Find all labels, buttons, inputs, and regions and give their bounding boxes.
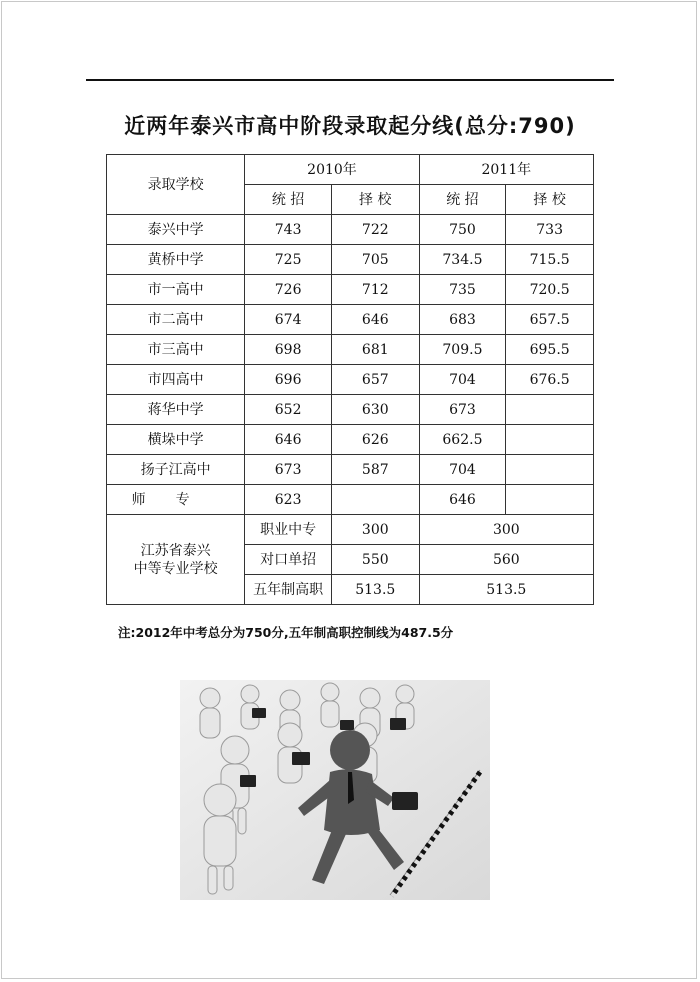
score-2010-select: 705 <box>331 245 419 275</box>
score-2011-select: 720.5 <box>506 275 594 305</box>
score-2011-select <box>506 485 594 515</box>
score-2011-select: 657.5 <box>506 305 594 335</box>
page-title: 近两年泰兴市高中阶段录取起分线(总分:790) <box>124 114 576 138</box>
score-2010-select: 712 <box>331 275 419 305</box>
table-row <box>107 365 594 395</box>
score-2010-unified: 673 <box>245 455 332 485</box>
figure <box>200 688 220 738</box>
table-row <box>107 335 594 365</box>
subheader-2010-unified: 统 招 <box>245 185 332 215</box>
briefcase-icon <box>340 720 354 730</box>
score-2011-unified: 673 <box>419 395 506 425</box>
figure <box>321 683 339 727</box>
vocational-program: 职业中专 <box>245 515 332 545</box>
vocational-school-line2: 中等专业学校 <box>133 560 218 577</box>
score-2010-select: 626 <box>331 425 419 455</box>
table-row <box>107 425 594 455</box>
score-2011-unified: 662.5 <box>419 425 506 455</box>
score-2010-unified: 646 <box>245 425 332 455</box>
vocational-row-1 <box>107 515 594 545</box>
vocational-2011: 513.5 <box>419 575 593 605</box>
year-2010-header: 2010年 <box>245 155 419 185</box>
score-2011-unified: 704 <box>419 455 506 485</box>
score-2011-unified: 683 <box>419 305 506 335</box>
school-name-cell: 市三高中 <box>107 335 245 365</box>
school-name-cell: 市四高中 <box>107 365 245 395</box>
vocational-program: 对口单招 <box>245 545 332 575</box>
vocational-2010: 513.5 <box>331 575 419 605</box>
table-row <box>107 485 594 515</box>
score-2010-unified: 674 <box>245 305 332 335</box>
table-row <box>107 395 594 425</box>
score-2010-select <box>331 485 419 515</box>
table-row <box>107 305 594 335</box>
vocational-program: 五年制高职 <box>245 575 332 605</box>
vocational-school-cell <box>107 515 245 605</box>
table-row <box>107 275 594 305</box>
year-2011-header: 2011年 <box>419 155 593 185</box>
score-2011-unified: 646 <box>419 485 506 515</box>
school-name-cell: 市二高中 <box>107 305 245 335</box>
score-table <box>106 154 594 605</box>
school-name-cell: 横垛中学 <box>107 425 245 455</box>
score-2010-select: 646 <box>331 305 419 335</box>
score-2010-unified: 726 <box>245 275 332 305</box>
score-2011-unified: 750 <box>419 215 506 245</box>
school-name-cell: 扬子江高中 <box>107 455 245 485</box>
school-name-cell: 黄桥中学 <box>107 245 245 275</box>
score-2010-unified: 743 <box>245 215 332 245</box>
score-2011-unified: 709.5 <box>419 335 506 365</box>
score-2011-unified: 704 <box>419 365 506 395</box>
score-2010-select: 681 <box>331 335 419 365</box>
top-rule <box>86 79 614 81</box>
subheader-2010-select: 择 校 <box>331 185 419 215</box>
score-2011-unified: 734.5 <box>419 245 506 275</box>
briefcase-icon <box>390 718 406 730</box>
briefcase-icon <box>252 708 266 718</box>
subheader-2011-unified: 统 招 <box>419 185 506 215</box>
score-2011-select <box>506 455 594 485</box>
score-2010-unified: 623 <box>245 485 332 515</box>
table-row <box>107 245 594 275</box>
vocational-school-line1: 江苏省泰兴 <box>140 542 211 559</box>
table-row <box>107 455 594 485</box>
leader-briefcase-icon <box>392 792 418 810</box>
vocational-2010: 550 <box>331 545 419 575</box>
school-name-cell: 市一高中 <box>107 275 245 305</box>
briefcase-icon <box>292 752 310 765</box>
score-2011-unified: 735 <box>419 275 506 305</box>
score-2011-select: 733 <box>506 215 594 245</box>
school-name-cell: 蒋华中学 <box>107 395 245 425</box>
subheader-2011-select: 择 校 <box>506 185 594 215</box>
score-2010-select: 630 <box>331 395 419 425</box>
score-2010-unified: 725 <box>245 245 332 275</box>
footnote: 注:2012年中考总分为750分,五年制高职控制线为487.5分 <box>118 625 454 640</box>
school-column-header: 录取学校 <box>107 155 245 215</box>
briefcase-icon <box>240 775 256 787</box>
table-row <box>107 215 594 245</box>
vocational-2010: 300 <box>331 515 419 545</box>
score-2011-select: 695.5 <box>506 335 594 365</box>
score-2010-select: 722 <box>331 215 419 245</box>
school-name-cell: 泰兴中学 <box>107 215 245 245</box>
score-2011-select: 715.5 <box>506 245 594 275</box>
score-2010-unified: 698 <box>245 335 332 365</box>
figure <box>241 685 259 729</box>
score-2010-select: 587 <box>331 455 419 485</box>
school-name-cell: 师专 <box>107 485 245 515</box>
vocational-2011: 300 <box>419 515 593 545</box>
score-2011-select <box>506 425 594 455</box>
business-people-running-illustration <box>180 680 490 900</box>
table-header-row <box>107 155 594 185</box>
score-2010-unified: 696 <box>245 365 332 395</box>
score-2010-unified: 652 <box>245 395 332 425</box>
score-2010-select: 657 <box>331 365 419 395</box>
score-2011-select <box>506 395 594 425</box>
vocational-2011: 560 <box>419 545 593 575</box>
score-2011-select: 676.5 <box>506 365 594 395</box>
